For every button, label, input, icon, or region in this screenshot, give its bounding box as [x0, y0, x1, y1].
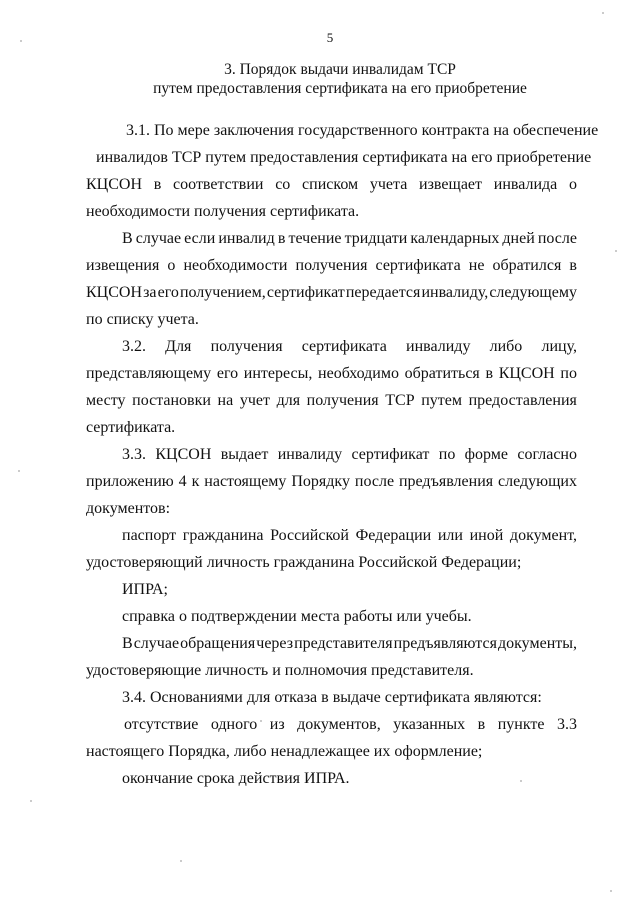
word: его: [216, 365, 239, 382]
word: Порядку: [291, 473, 350, 490]
paragraph-3-1-line-1: 3.1. По мере заключения государственного контракта на обеспечение: [126, 122, 599, 139]
word: извещения: [86, 257, 160, 274]
word: отсутствие: [124, 716, 199, 733]
paragraph-2-line-3: [86, 283, 577, 303]
section-heading-line-2: путем предоставления сертификата на его приобретение: [153, 80, 527, 97]
word: случае: [135, 230, 182, 247]
word: представителя: [294, 635, 393, 652]
word: через: [256, 635, 294, 652]
word: необходимости: [183, 257, 288, 274]
word: к: [191, 473, 200, 490]
word: гражданина: [182, 527, 264, 544]
paragraph-3-2-line-4: сертификата.: [86, 419, 176, 436]
word: в: [277, 230, 286, 247]
word: его: [157, 284, 179, 301]
word: предоставления: [468, 392, 577, 409]
word: 3.3: [556, 716, 577, 733]
word: необходимо: [318, 365, 399, 382]
word: согласно: [517, 446, 577, 463]
word: пункте: [497, 716, 545, 733]
word: о: [167, 257, 176, 274]
word: следующих: [498, 473, 577, 490]
word: передается: [345, 284, 421, 301]
word: не: [468, 257, 485, 274]
scan-speck: [610, 890, 612, 892]
paragraph-3-4: 3.4. Основаниями для отказа в выдаче сертификата являются:: [122, 689, 542, 706]
word: о: [568, 176, 577, 193]
word: инвалид: [218, 230, 275, 247]
word: документов,: [297, 716, 381, 733]
word: получения: [210, 338, 283, 355]
scan-speck: [520, 780, 522, 782]
paragraph-3-2-line-1: [122, 337, 577, 357]
word: документ,: [509, 527, 577, 544]
word: настоящему: [204, 473, 287, 490]
word: Российской: [270, 527, 349, 544]
word: для: [276, 392, 301, 409]
word: Для: [165, 338, 192, 355]
paragraph-3-3-line-1: [122, 445, 577, 465]
word: получением,: [179, 284, 266, 301]
passport-line-1: [122, 526, 577, 546]
paragraph-3-2-line-2: [86, 364, 577, 384]
word: случае: [133, 635, 180, 652]
paragraph-3-2-line-3: [86, 391, 577, 411]
scan-speck: [30, 800, 32, 802]
word: предъявляются: [393, 635, 497, 652]
word: сертификата: [375, 257, 461, 274]
word: постановки: [132, 392, 211, 409]
paragraph-3-3-line-2: [86, 472, 577, 492]
refusal-reason-1-line-1: [124, 715, 577, 735]
representative-line-1: [122, 634, 577, 654]
paragraph-3-1-line-2: инвалидов ТСР путем предоставления сертификата на его приобретение: [96, 149, 592, 166]
ipra-item: ИПРА;: [122, 581, 168, 598]
word: следующему: [489, 284, 577, 301]
word: В: [122, 230, 133, 247]
word: приложению: [86, 473, 174, 490]
scan-speck: [20, 40, 22, 42]
representative-line-2: удостоверяющие личность и полномочия представителя.: [86, 662, 474, 679]
word: одного: [210, 716, 258, 733]
scan-speck: [18, 470, 20, 472]
word: учета: [369, 176, 408, 193]
word: соответствии: [173, 176, 264, 193]
word: обратиться: [404, 365, 480, 382]
word: со: [275, 176, 291, 193]
word: КЦСОН: [86, 284, 143, 301]
word: сертификат: [266, 284, 345, 301]
word: после: [354, 473, 395, 490]
word: обращения: [180, 635, 256, 652]
word: 3.3.: [122, 446, 146, 463]
word: указанных: [393, 716, 466, 733]
word: тридцати: [344, 230, 408, 247]
word: из: [269, 716, 285, 733]
word: предъявления: [398, 473, 494, 490]
paragraph-2-line-1: [122, 229, 577, 249]
page-number: 5: [326, 30, 334, 45]
refusal-reason-2: окончание срока действия ИПРА.: [122, 770, 350, 787]
word: месту: [86, 392, 126, 409]
word: если: [184, 230, 216, 247]
word: после: [537, 230, 577, 247]
word: В: [122, 635, 133, 652]
word: по: [560, 365, 577, 382]
word: получения: [306, 392, 379, 409]
word: форме: [464, 446, 509, 463]
scan-speck: [180, 860, 182, 862]
word: календарных: [410, 230, 500, 247]
paragraph-2-line-4: по списку учета.: [86, 311, 199, 328]
word: за: [143, 284, 157, 301]
word: 4: [178, 473, 187, 490]
word: инвалиду: [277, 446, 343, 463]
paragraph-3-1-line-3: [86, 175, 577, 195]
word: на: [217, 392, 234, 409]
word: КЦСОН: [155, 446, 212, 463]
word: сертификата: [301, 338, 387, 355]
word: 3.2.: [122, 338, 146, 355]
word: выдает: [220, 446, 269, 463]
word: инвалиду: [406, 338, 471, 355]
word: обратился: [492, 257, 562, 274]
word: сертификат: [351, 446, 430, 463]
word: в: [569, 257, 577, 274]
certificate-item: справка о подтверждении места работы или учебы.: [122, 608, 472, 625]
word: либо: [489, 338, 523, 355]
word: представляющему: [86, 365, 212, 382]
word: КЦСОН: [86, 176, 143, 193]
word: Федерации: [355, 527, 432, 544]
word: инвалиду,: [421, 284, 489, 301]
word: или: [437, 527, 463, 544]
word: в: [153, 176, 162, 193]
word: иной: [469, 527, 504, 544]
word: списком: [302, 176, 359, 193]
word: получения: [295, 257, 368, 274]
paragraph-3-1-line-4: необходимости получения сертификата.: [86, 203, 360, 220]
word: КЦСОН: [498, 365, 555, 382]
scan-speck: [260, 720, 262, 722]
paragraph-2-line-2: [86, 256, 577, 276]
word: извещает: [419, 176, 483, 193]
word: интересы,: [243, 365, 313, 382]
word: учет: [239, 392, 270, 409]
word: по: [438, 446, 456, 463]
word: ТСР: [385, 392, 415, 409]
section-heading-line-1: 3. Порядок выдачи инвалидам ТСР: [224, 61, 456, 78]
paragraph-3-3-line-3: документов:: [86, 500, 171, 517]
passport-line-2: удостоверяющий личность гражданина Российской Федерации;: [86, 554, 522, 571]
word: паспорт: [122, 527, 177, 544]
word: течение: [288, 230, 342, 247]
word: путем: [421, 392, 462, 409]
word: документы,: [497, 635, 577, 652]
scan-speck: [615, 250, 617, 252]
scan-speck: [602, 12, 604, 14]
word: в: [485, 365, 494, 382]
word: инвалида: [493, 176, 558, 193]
word: дней: [502, 230, 535, 247]
word: в: [477, 716, 486, 733]
word: лицу,: [541, 338, 577, 355]
refusal-reason-1-line-2: настоящего Порядка, либо ненадлежащее их оформление;: [86, 743, 483, 760]
